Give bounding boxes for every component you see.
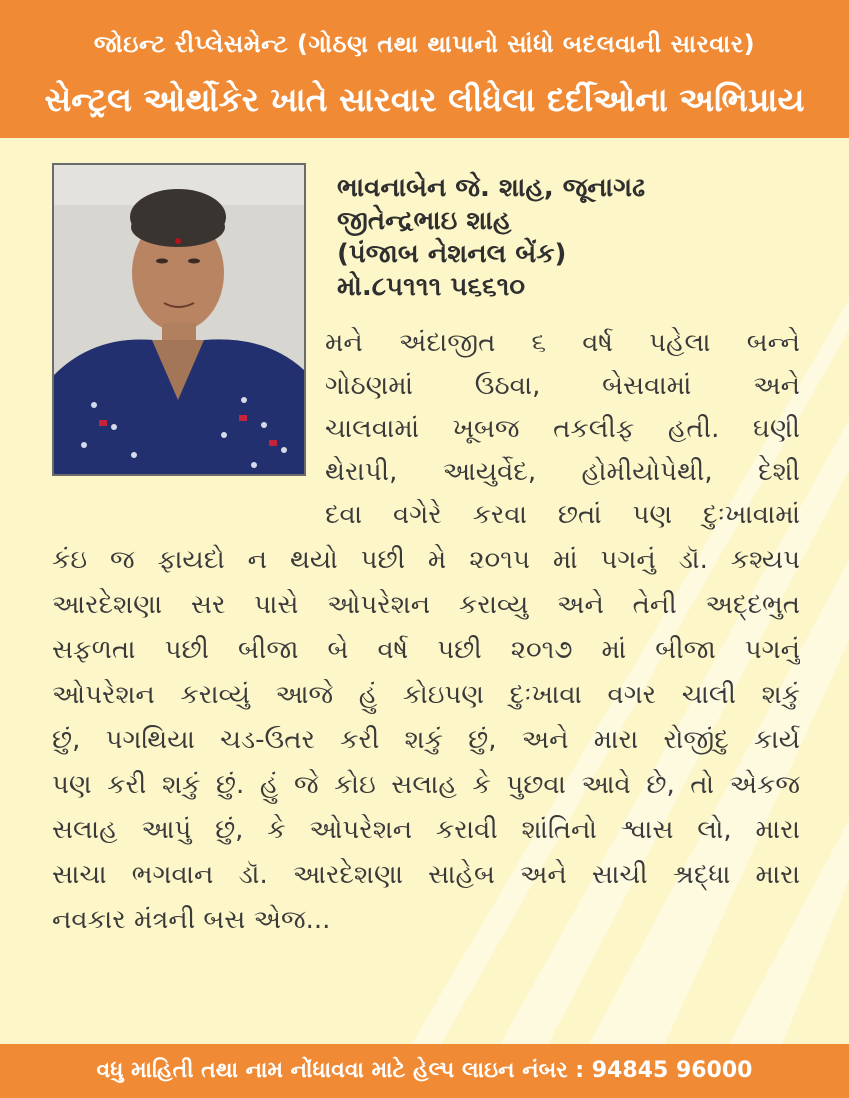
- testimonial-top: [325, 322, 800, 537]
- testimonial-bottom: [52, 538, 800, 943]
- helpline-footer: [0, 1044, 849, 1098]
- patient-mobile: મો.૮૫૧૧૧ ૫૬૬૧૦: [337, 272, 525, 302]
- header-title: સેન્ટ્રલ ઓર્થોકેર ખાતે સારવાર લીધેલા દર્દીઓના અભિપ્રાય: [44, 80, 805, 119]
- testimonial-line: ગોઠણમાં ઉઠવા, બેસવામાં અને: [325, 371, 800, 401]
- testimonial-line: પણ કરી શકું છું. હું જે કોઇ સલાહ કે પુછવા આવે છે, તો એકજ: [52, 770, 800, 800]
- testimonial-line: આરદેશણા સર પાસે ઓપરેશન કરાવ્યુ અને તેની અદ્દભુત: [52, 590, 800, 620]
- patient-photo: [52, 163, 306, 476]
- testimonial-line: નવકાર મંત્રની બસ એજ...: [52, 905, 331, 935]
- testimonial-line: ચાલવામાં ખૂબજ તકલીફ હતી. ઘણી: [325, 414, 800, 444]
- testimonial-line: સલાહ આપું છું, કે ઓપરેશન કરાવી શાંતિનો શ્વાસ લો, મારા: [52, 815, 800, 845]
- header-banner: [0, 0, 849, 138]
- testimonial-line: મને અંદાજીત ૬ વર્ષ પહેલા બન્ને: [325, 328, 800, 358]
- patient-name: ભાવનાબેન જે. શાહ, જૂનાગઢ: [337, 173, 646, 203]
- testimonial-line: થેરાપી, આયુર્વેદ, હોમીયોપેથી, દેશી: [325, 457, 800, 487]
- testimonial-line: ઓપરેશન કરાવ્યું આજે હું કોઇપણ દુઃખાવા વગર ચાલી શકું: [52, 680, 800, 710]
- testimonial-line: સફળતા પછી બીજા બે વર્ષ પછી ૨૦૧૭ માં બીજા પગનું: [52, 635, 800, 665]
- patient-organization: (પંજાબ નેશનલ બેંક): [337, 239, 567, 269]
- header-subtitle: જોઇન્ટ રીપ્લેસમેન્ટ (ગોઠણ તથા થાપાનો સાંધો બદલવાની સારવાર): [93, 30, 756, 58]
- testimonial-line: સાચા ભગવાન ડૉ. આરદેશણા સાહેબ અને સાચી શ્રદ્ધા મારા: [52, 860, 800, 890]
- patient-details: [337, 172, 797, 304]
- testimonial-line: કંઇ જ ફાયદો ન થયો પછી મે ૨૦૧૫ માં પગનું ડૉ. કશ્યપ: [52, 545, 800, 575]
- testimonial-line: છું, પગથિયા ચડ-ઉતર કરી શકું છું, અને મારા રોજીંદુ કાર્ય: [52, 725, 800, 755]
- patient-relation: જીતેન્દ્રભાઇ શાહ: [337, 206, 512, 236]
- testimonial-line: દવા વગેરે કરવા છતાં પણ દુઃખાવામાં: [325, 500, 800, 530]
- helpline-text: વધુ માહિતી તથા નામ નોંધાવવા માટે હેલ્પ લાઇન નંબર : 94845 96000: [96, 1058, 753, 1083]
